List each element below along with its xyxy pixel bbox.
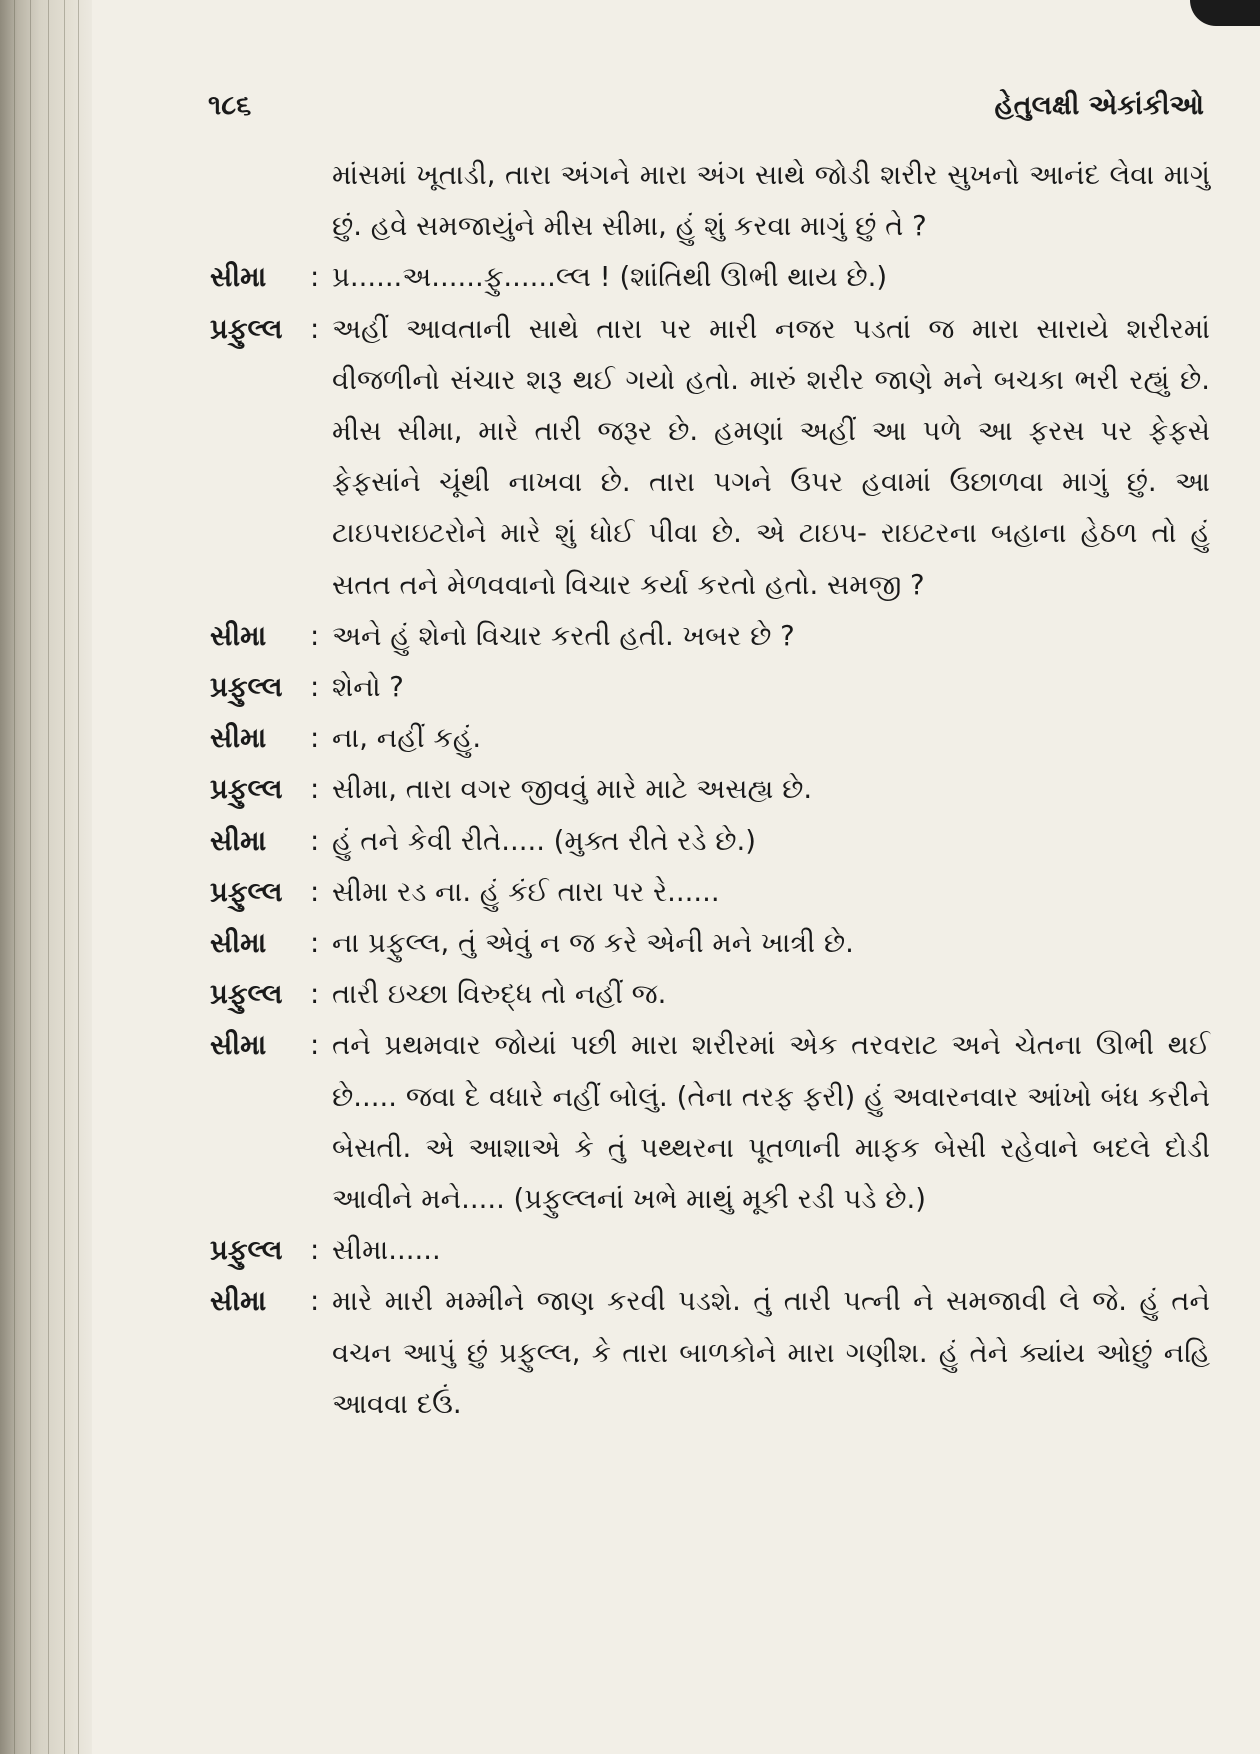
dialogue-entry bbox=[210, 867, 1210, 918]
speech-text: તને પ્રથમવાર જોયાં પછી મારા શરીરમાં એક તરવરાટ અને ચેતના ઊભી થઈ છે..... જવા દે વધારે નહીં બોલું. (તેના તરફ ફરી) હું અવારનવાર આંખો બંધ કરીને બેસતી. એ આશાએ કે તું પથ્થરના પૂતળાની માફક બેસી રહેવાને બદલે દોડી આવીને મને..... (પ્રફુલ્લનાં ખભે માથું મૂકી રડી પડે છે.) bbox=[332, 1029, 1210, 1216]
speech-text: સીમા રડ ના. હું કંઈ તારા પર રે...... bbox=[332, 875, 720, 908]
speech-text: તારી ઇચ્છા વિરુદ્ધ તો નહીં જ. bbox=[332, 978, 667, 1011]
speaker-name: સીમા bbox=[210, 722, 267, 755]
speech-text: સીમા...... bbox=[332, 1234, 441, 1267]
running-head: હેતુલક્ષી એકાંકીઓ bbox=[994, 90, 1204, 121]
speech-text: ના, નહીં કહું. bbox=[332, 722, 482, 755]
speaker-name: સીમા bbox=[210, 1285, 267, 1318]
speaker-name: પ્રફુલ્લ bbox=[210, 671, 283, 704]
book-page-edges bbox=[0, 0, 92, 1754]
speech-text: મારે મારી મમ્મીને જાણ કરવી પડશે. તું તારી પત્ની ને સમજાવી લે જે. હું તને વચન આપું છું પ્રફુલ્લ, કે તારા બાળકોને મારા ગણીશ. હું તેને ક્યાંય ઓછું નહિ આવવા દઉં. bbox=[332, 1285, 1210, 1420]
dialogue-entry bbox=[210, 969, 1210, 1020]
speech-text: હું તને કેવી રીતે..... (મુક્ત રીતે રડે છે.) bbox=[332, 824, 756, 857]
dialogue-entries bbox=[210, 252, 1210, 1430]
speaker-name: સીમા bbox=[210, 619, 267, 652]
speaker-colon: : bbox=[310, 722, 320, 755]
speaker-colon: : bbox=[310, 875, 320, 908]
speaker-colon: : bbox=[310, 824, 320, 857]
speaker-name: પ્રફુલ્લ bbox=[210, 1234, 283, 1267]
page-header bbox=[208, 90, 1204, 130]
dialogue-entry bbox=[210, 662, 1210, 713]
speaker-colon: : bbox=[310, 1029, 320, 1062]
speaker-colon: : bbox=[310, 619, 320, 652]
speaker-name: સીમા bbox=[210, 1029, 267, 1062]
dialogue-entry bbox=[210, 611, 1210, 662]
dialogue-entry bbox=[210, 764, 1210, 815]
speaker-name: પ્રફુલ્લ bbox=[210, 875, 283, 908]
dialogue-entry bbox=[210, 1276, 1210, 1430]
speaker-colon: : bbox=[310, 1234, 320, 1267]
speech-text: સીમા, તારા વગર જીવવું મારે માટે અસહ્ય છે. bbox=[332, 773, 813, 806]
speaker-colon: : bbox=[310, 978, 320, 1011]
speaker-colon: : bbox=[310, 927, 320, 960]
speaker-name: પ્રફુલ્લ bbox=[210, 773, 283, 806]
page-number: ૧૮૬ bbox=[208, 90, 252, 121]
dialogue-entry bbox=[210, 918, 1210, 969]
speaker-name: સીમા bbox=[210, 824, 267, 857]
speaker-colon: : bbox=[310, 671, 320, 704]
speaker-name: પ્રફુલ્લ bbox=[210, 978, 283, 1011]
dialogue-entry bbox=[210, 252, 1210, 303]
speaker-name: પ્રફુલ્લ bbox=[210, 312, 283, 345]
speaker-name: સીમા bbox=[210, 261, 267, 294]
speaker-colon: : bbox=[310, 1285, 320, 1318]
speaker-colon: : bbox=[310, 312, 320, 345]
continued-speech: માંસમાં ખૂતાડી, તારા અંગને મારા અંગ સાથે જોડી શરીર સુખનો આનંદ લેવા માગું છું. હવે સમજાયુંને મીસ સીમા, હું શું કરવા માગું છું તે ? bbox=[332, 159, 1210, 243]
speech-text: પ્ર......અ......ફુ......લ્લ ! (શાંતિથી ઊભી થાય છે.) bbox=[332, 261, 888, 294]
dialogue-entry bbox=[210, 713, 1210, 764]
dialogue-entry bbox=[210, 1020, 1210, 1225]
speech-text: ના પ્રફુલ્લ, તું એવું ન જ કરે એની મને ખાત્રી છે. bbox=[332, 927, 854, 960]
speaker-name: સીમા bbox=[210, 927, 267, 960]
dialogue-entry bbox=[210, 816, 1210, 867]
speech-text: અહીં આવતાની સાથે તારા પર મારી નજર પડતાં જ મારા સારાયે શરીરમાં વીજળીનો સંચાર શરૂ થઈ ગયો હતો. મારું શરીર જાણે મને બચકા ભરી રહ્યું છે. મીસ સીમા, મારે તારી જરૂર છે. હમણાં અહીં આ પળે આ ફરસ પર ફેફસે ફેફસાંને ચૂંથી નાખવા છે. તારા પગને ઉપર હવામાં ઉછાળવા માગું છું. આ ટાઇપરાઇટરોને મારે શું ધોઈ પીવા છે. એ ટાઇપ- રાઇટરના બહાના હેઠળ તો હું સતત તને મેળવવાનો વિચાર કર્યા કરતો હતો. સમજી ? bbox=[332, 312, 1210, 601]
dialogue-body bbox=[210, 150, 1210, 1430]
speech-text: અને હું શેનો વિચાર કરતી હતી. ખબર છે ? bbox=[332, 619, 795, 652]
speaker-colon: : bbox=[310, 261, 320, 294]
speech-text: શેનો ? bbox=[332, 671, 404, 704]
dialogue-entry bbox=[210, 304, 1210, 611]
dialogue-entry bbox=[210, 1225, 1210, 1276]
speaker-colon: : bbox=[310, 773, 320, 806]
